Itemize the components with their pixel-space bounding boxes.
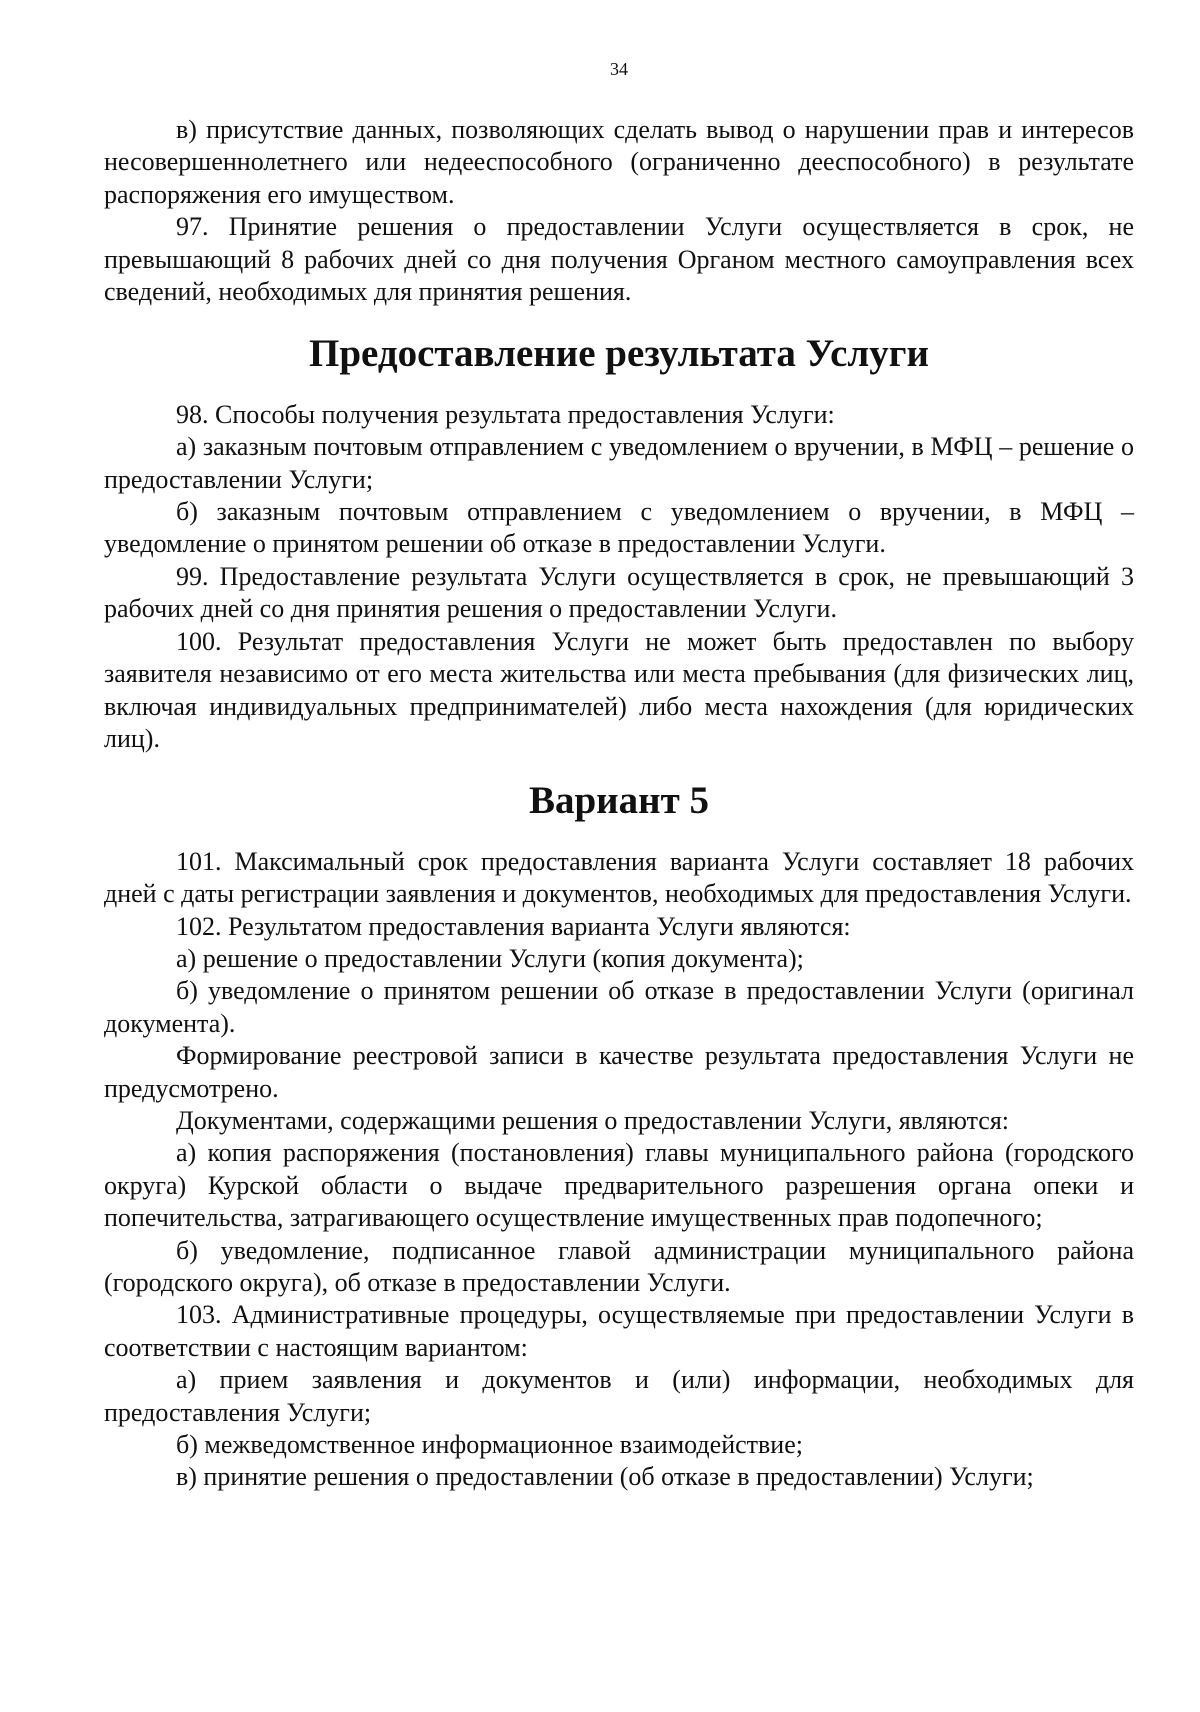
paragraph-b2-0: 98. Способы получения результата предоставления Услуги: xyxy=(176,399,835,429)
paragraph-b1-0: в) присутствие данных, позволяющих сделать вывод о нарушении прав и интересов несовершеннолетнего или недееспособного (ограниченно дееспособного) в результате распоряжения его имуществом. xyxy=(104,115,1134,209)
paragraph-b1-1: 97. Принятие решения о предоставлении Услуги осуществляется в срок, не превышающий 8 рабочих дней со дня получения Органом местного самоуправления всех сведений, необходимых для принятия решения. xyxy=(104,212,1134,307)
paragraph-b3-3: б) уведомление о принятом решении об отказе в предоставлении Услуги (оригинал документа). xyxy=(104,976,1134,1038)
paragraph-b3-4: Формирование реестровой записи в качестве результата предоставления Услуги не предусмотрено. xyxy=(104,1041,1134,1103)
paragraph-b3-2: а) решение о предоставлении Услуги (копия документа); xyxy=(176,943,804,973)
paragraph-b2-4: 100. Результат предоставления Услуги не может быть предоставлен по выбору заявителя независимо от его места жительства или места пребывания (для физических лиц, включая индивидуальных предпринимателей) либо места нахождения (для юридических лиц). xyxy=(104,626,1134,753)
paragraph-b3-5: Документами, содержащими решения о предоставлении Услуги, являются: xyxy=(176,1105,1010,1135)
paragraph-b3-11: в) принятие решения о предоставлении (об отказе в предоставлении) Услуги; xyxy=(176,1462,1034,1492)
paragraph-b2-1: а) заказным почтовым отправлением с уведомлением о вручении, в МФЦ – решение о предоставлении Услуги; xyxy=(104,432,1134,494)
paragraph-b3-7: б) уведомление, подписанное главой администрации муниципального района (городского округа), об отказе в предоставлении Услуги. xyxy=(104,1235,1134,1297)
section-heading-variant: Вариант 5 xyxy=(528,779,710,823)
paragraph-b3-6: а) копия распоряжения (постановления) главы муниципального района (городского округа) Курской области о выдаче предварительного разрешения органа опеки и попечительства, затрагивающего осуществление имущественных прав подопечного; xyxy=(104,1138,1134,1233)
section-heading-result: Предоставление результата Услуги xyxy=(309,332,929,376)
paragraph-b3-10: б) межведомственное информационное взаимодействие; xyxy=(176,1430,803,1460)
paragraph-b2-2: б) заказным почтовым отправлением с уведомлением о вручении, в МФЦ – уведомление о принятом решении об отказе в предоставлении Услуги. xyxy=(104,497,1134,559)
paragraph-b3-9: а) прием заявления и документов и (или) информации, необходимых для предоставления Услуги; xyxy=(104,1365,1134,1427)
paragraph-b3-0: 101. Максимальный срок предоставления варианта Услуги составляет 18 рабочих дней с даты регистрации заявления и документов, необходимых для предоставления Услуги. xyxy=(104,846,1134,909)
paragraph-b2-3: 99. Предоставление результата Услуги осуществляется в срок, не превышающий 3 рабочих дней со дня принятия решения о предоставлении Услуги. xyxy=(104,561,1134,624)
paragraph-b3-1: 102. Результатом предоставления варианта Услуги являются: xyxy=(176,911,851,941)
page-number: 34 xyxy=(610,59,628,79)
paragraph-b3-8: 103. Административные процедуры, осуществляемые при предоставлении Услуги в соответствии с настоящим вариантом: xyxy=(104,1300,1134,1362)
